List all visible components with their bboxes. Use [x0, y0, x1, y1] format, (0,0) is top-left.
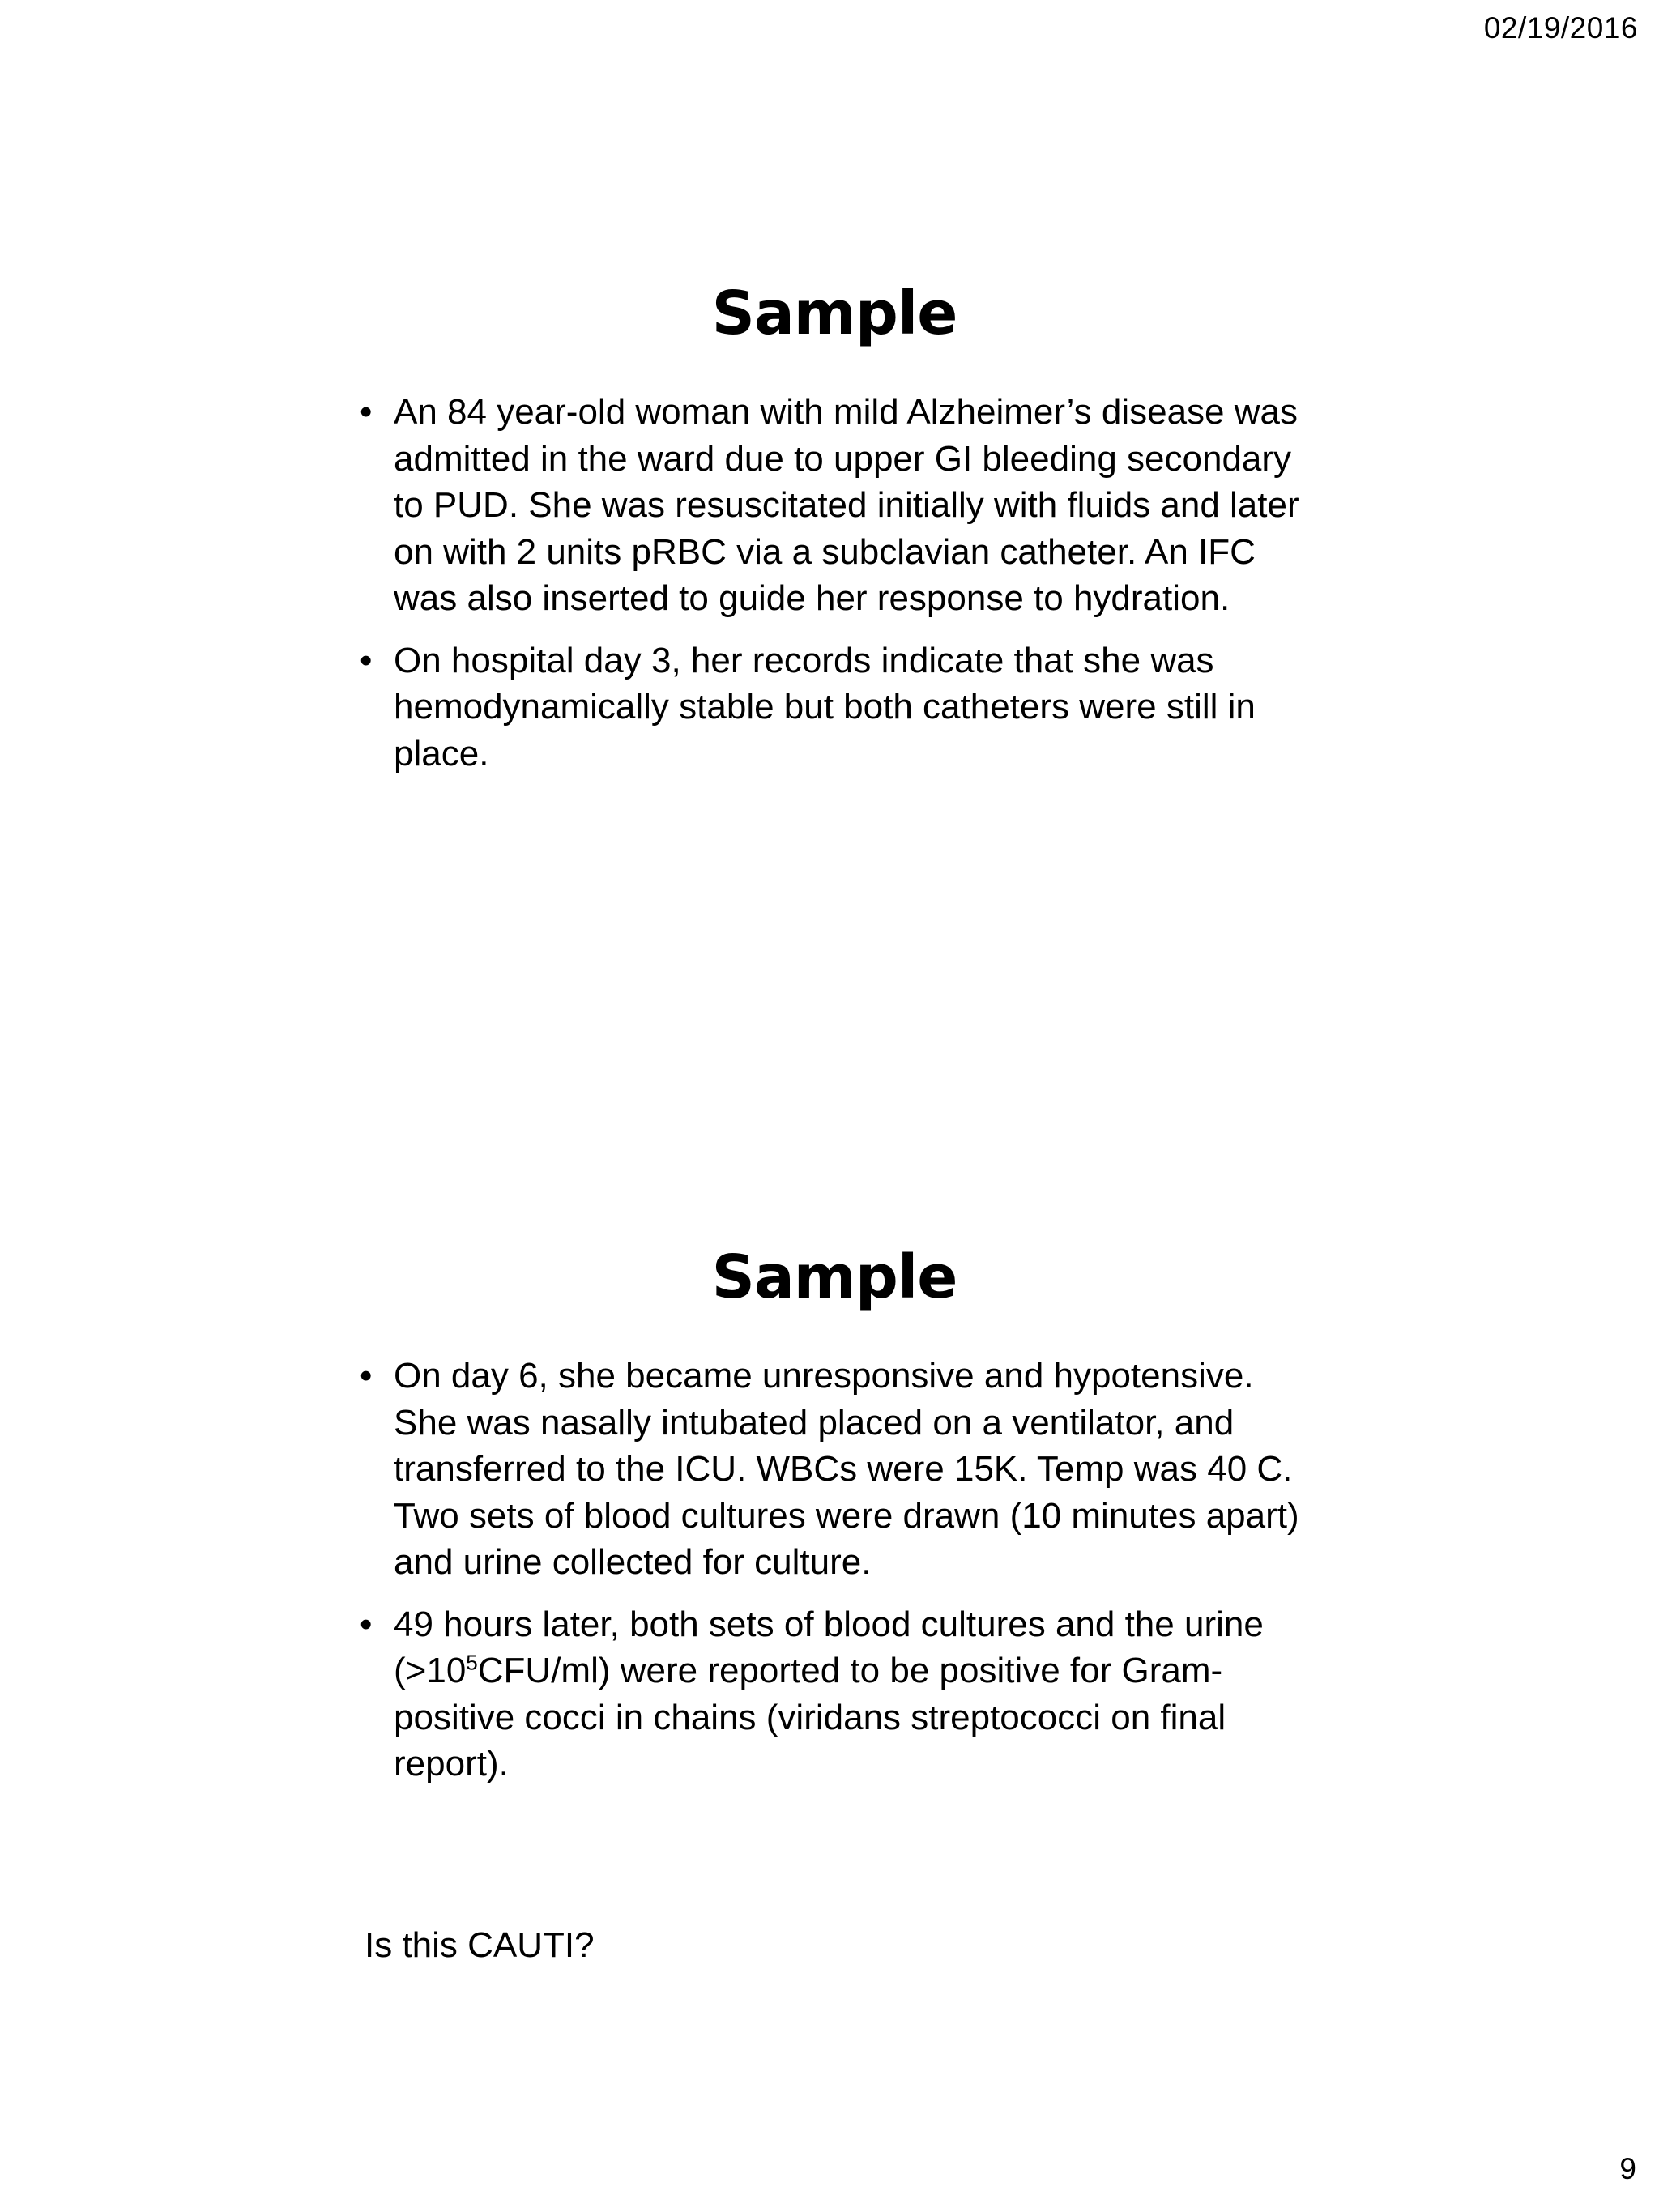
slide-1 [356, 279, 1312, 792]
bullet-item: • On hospital day 3, her records indicate that she was hemodynamically stable but both catheters were still in place. [356, 637, 1312, 778]
bullet-text-start: 49 hours later, both sets of blood cultures and the urine (>10 [394, 1604, 1264, 1690]
bullet-list [356, 1353, 1312, 1788]
slide-title: Sample [711, 279, 957, 348]
superscript-exponent: 5 [466, 1650, 478, 1675]
page-date: 02/19/2016 [1483, 11, 1638, 45]
slide-title: Sample [711, 1242, 957, 1312]
bullet-item: • On day 6, she became unresponsive and hypotensive. She was nasally intubated placed on a ventilator, and transferred to the ICU. WBCs were 15K. Temp was 40 C. Two sets of blood cultures were drawn (10 minutes apart) and urine collected for culture. [356, 1353, 1312, 1586]
bullet-text-end: CFU/ml) were reported to be positive for Gram-positive cocci in chains (viridans streptococci on final report). [394, 1651, 1226, 1784]
question-text: Is this CAUTI? [365, 1925, 595, 1965]
bullet-list [356, 389, 1312, 777]
bullet-item: • An 84 year-old woman with mild Alzheimer’s disease was admitted in the ward due to upper GI bleeding secondary to PUD. She was resuscitated initially with fluids and later on with 2 units pRBC via a subclavian catheter. An IFC was also inserted to guide her response to hydration. [356, 389, 1312, 622]
slide-2 [356, 1242, 1312, 1803]
page-number: 9 [1619, 2152, 1636, 2185]
bullet-item [356, 1601, 1312, 1788]
